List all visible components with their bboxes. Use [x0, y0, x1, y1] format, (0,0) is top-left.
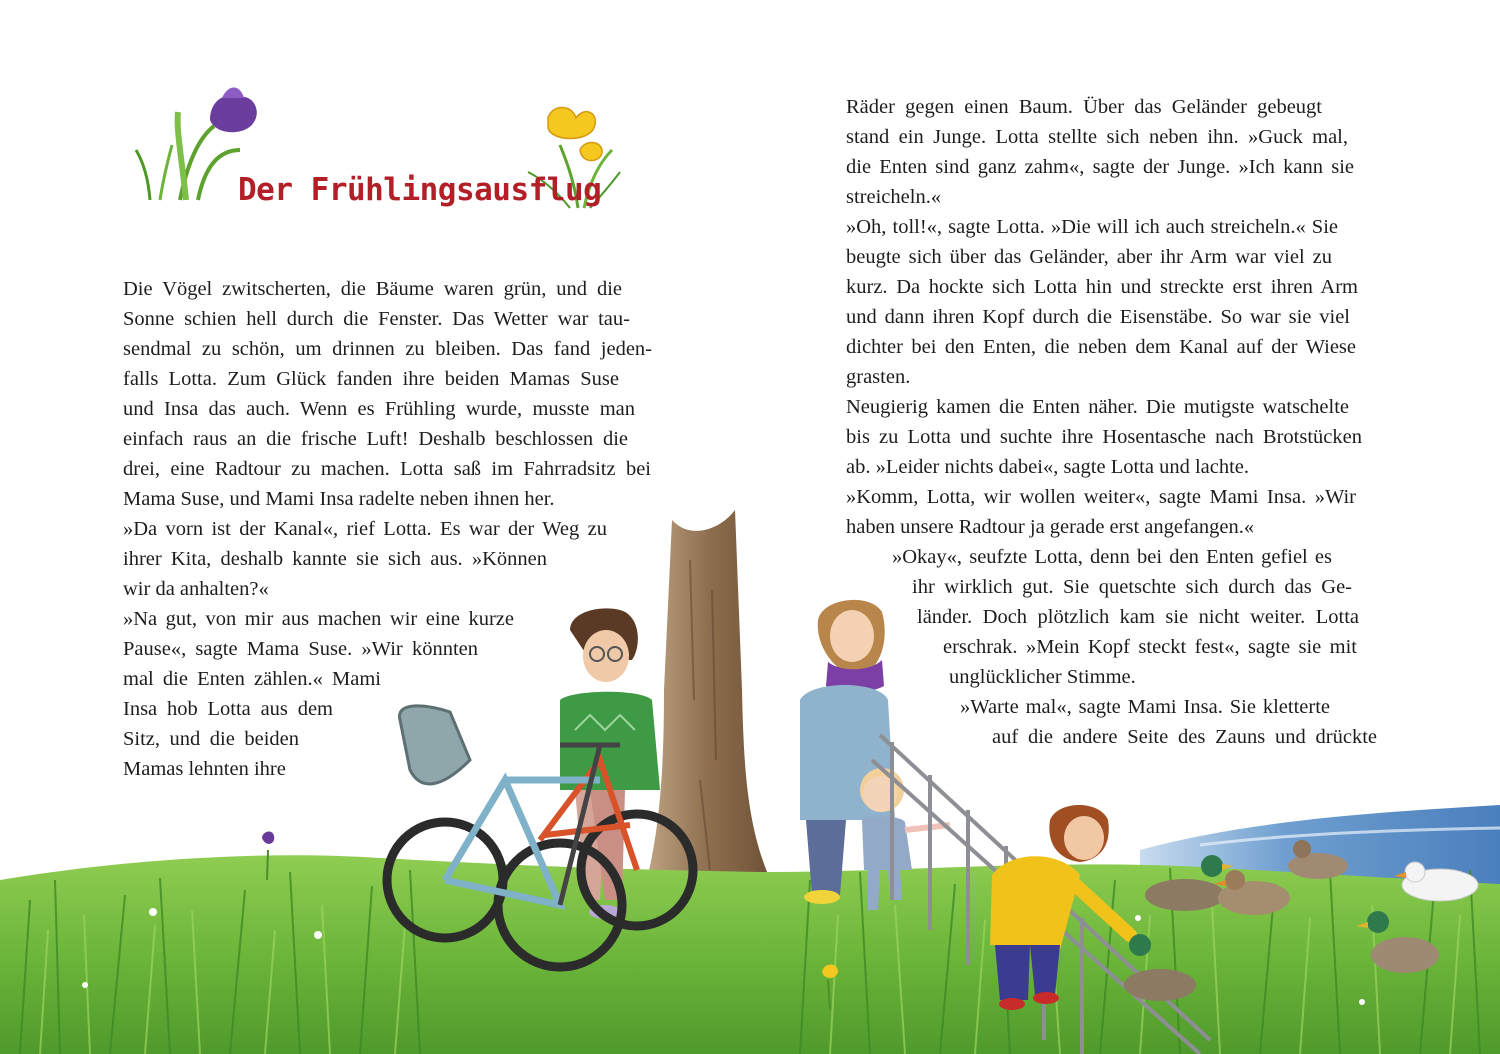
text-line: länder. Doch plötzlich kam sie nicht weiter. Lotta: [917, 606, 1359, 628]
text-line: Insa hob Lotta aus dem: [123, 698, 333, 720]
text-line: Mamas lehnten ihre: [123, 758, 286, 780]
text-line: ab. »Leider nichts dabei«, sagte Lotta und lachte.: [846, 456, 1250, 478]
text-line: ihr wirklich gut. Sie quetschte sich durch das Ge-: [912, 576, 1352, 598]
text-line: »Oh, toll!«, sagte Lotta. »Die will ich auch streicheln.« Sie: [846, 216, 1338, 238]
text-line: »Da vorn ist der Kanal«, rief Lotta. Es war der Weg zu: [123, 518, 607, 540]
text-line: dichter bei den Enten, die neben dem Kanal auf der Wiese: [846, 336, 1356, 358]
text-line: die Enten sind ganz zahm«, sagte der Junge. »Ich kann sie: [846, 156, 1354, 178]
text-line: drei, eine Radtour zu machen. Lotta saß im Fahrradsitz bei: [123, 458, 651, 480]
text-line: einfach raus an die frische Luft! Deshalb beschlossen die: [123, 428, 628, 450]
text-line: unglücklicher Stimme.: [949, 666, 1136, 688]
text-line: beugte sich über das Geländer, aber ihr Arm war viel zu: [846, 246, 1332, 268]
right-page: [750, 0, 1500, 1054]
text-line: Die Vögel zwitscherten, die Bäume waren grün, und die: [123, 278, 622, 300]
text-line: Mama Suse, und Mami Insa radelte neben ihnen her.: [123, 488, 555, 510]
text-line: »Na gut, von mir aus machen wir eine kurze: [123, 608, 514, 630]
text-line: falls Lotta. Zum Glück fanden ihre beiden Mamas Suse: [123, 368, 619, 390]
story-title: Der Frühlingsausflug: [238, 172, 602, 208]
text-line: Neugierig kamen die Enten näher. Die mutigste watschelte: [846, 396, 1349, 418]
text-line: »Warte mal«, sagte Mami Insa. Sie kletterte: [960, 696, 1330, 718]
text-line: und dann ihren Kopf durch die Eisenstäbe. So war sie viel: [846, 306, 1350, 328]
text-line: und Insa das auch. Wenn es Frühling wurde, musste man: [123, 398, 635, 420]
text-line: sendmal zu schön, um drinnen zu bleiben. Das fand jeden-: [123, 338, 652, 360]
text-line: auf die andere Seite des Zauns und drückte: [992, 726, 1377, 748]
text-line: erschrak. »Mein Kopf steckt fest«, sagte sie mit: [943, 636, 1357, 658]
text-line: bis zu Lotta und suchte ihre Hosentasche nach Brotstücken: [846, 426, 1362, 448]
text-line: »Komm, Lotta, wir wollen weiter«, sagte Mami Insa. »Wir: [846, 486, 1356, 508]
text-line: Räder gegen einen Baum. Über das Geländer gebeugt: [846, 96, 1322, 118]
text-line: mal die Enten zählen.« Mami: [123, 668, 381, 690]
text-line: Sitz, und die beiden: [123, 728, 299, 750]
text-line: ihrer Kita, deshalb kannte sie sich aus. »Können: [123, 548, 547, 570]
text-line: streicheln.«: [846, 186, 942, 208]
text-line: haben unsere Radtour ja gerade erst angefangen.«: [846, 516, 1255, 538]
text-line: »Okay«, seufzte Lotta, denn bei den Enten gefiel es: [892, 546, 1332, 568]
text-line: grasten.: [846, 366, 911, 388]
text-line: stand ein Junge. Lotta stellte sich neben ihn. »Guck mal,: [846, 126, 1348, 148]
text-line: wir da anhalten?«: [123, 578, 269, 600]
text-line: Pause«, sagte Mama Suse. »Wir könnten: [123, 638, 478, 660]
text-line: Sonne schien hell durch die Fenster. Das Wetter war tau-: [123, 308, 630, 330]
text-line: kurz. Da hockte sich Lotta hin und streckte erst ihren Arm: [846, 276, 1358, 298]
